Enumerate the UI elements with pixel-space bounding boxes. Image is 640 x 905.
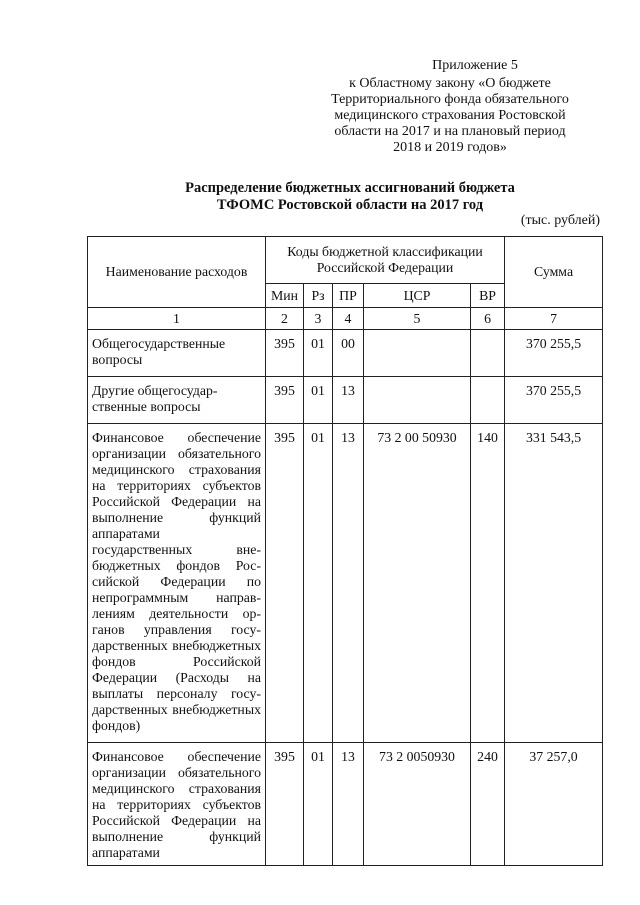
column-numbers-row (88, 308, 603, 330)
appendix-line: Территориального фонда обязательного (331, 92, 569, 107)
row-sum: 370 255,5 (505, 330, 603, 377)
row-vr (471, 330, 505, 377)
row-rz: 01 (304, 330, 333, 377)
table-row (88, 330, 603, 377)
row-csr (364, 330, 471, 377)
row-sum: 370 255,5 (505, 377, 603, 424)
row-rz: 01 (304, 743, 333, 866)
header-row (88, 237, 603, 284)
header-name: Наименование расходов (88, 237, 266, 308)
appendix-line: 2018 и 2019 годов» (393, 140, 507, 155)
row-name: Общегосударственные вопросы (88, 330, 266, 377)
row-sum: 331 543,5 (505, 424, 603, 743)
row-min: 395 (266, 743, 304, 866)
row-rz: 01 (304, 424, 333, 743)
row-name: Другие общегосударственные вопросы (88, 377, 266, 424)
header-rz: Рз (304, 284, 333, 308)
row-pr: 13 (333, 377, 364, 424)
row-vr: 240 (471, 743, 505, 866)
row-vr (471, 377, 505, 424)
header-codes-line: Российской Федерации (316, 260, 454, 275)
header-codes-line: Коды бюджетной классификации (287, 244, 483, 259)
row-name: Финансовое обеспечение организации обязательного медицинского страхования на территориях субъектов Российской Федерации на выполнение функций аппаратами (88, 743, 266, 866)
appendix-line: медицинского страхования Ростовской (334, 108, 566, 123)
row-pr: 13 (333, 743, 364, 866)
document-title (80, 180, 620, 214)
row-min: 395 (266, 330, 304, 377)
column-number: 7 (505, 308, 603, 330)
row-min: 395 (266, 377, 304, 424)
table-row (88, 424, 603, 743)
column-number: 1 (88, 308, 266, 330)
row-csr: 73 2 0050930 (364, 743, 471, 866)
units-label: (тыс. рублей) (520, 213, 600, 228)
appendix-line: области на 2017 и на плановый период (334, 124, 566, 139)
column-number: 5 (364, 308, 471, 330)
header-vr: ВР (471, 284, 505, 308)
header-min: Мин (266, 284, 304, 308)
row-pr: 00 (333, 330, 364, 377)
header-sum: Сумма (505, 237, 603, 308)
row-sum: 37 257,0 (505, 743, 603, 866)
column-number: 2 (266, 308, 304, 330)
column-number: 6 (471, 308, 505, 330)
row-name: Финансовое обеспечение организации обязательного медицинского страхования на территориях субъектов Российской Федерации на выполнение функций аппаратами государственных внебюджетных фондов Российской Федерации по непрограммным направлениям деятельности органов управления государственных внебюджетных фондов Российской Федерации (Расходы на выплаты персоналу государственных внебюджетных фондов) (88, 424, 266, 743)
header-codes-group (266, 237, 505, 284)
row-csr (364, 377, 471, 424)
appendix-title: Приложение 5 (432, 58, 518, 73)
appendix-line: к Областному закону «О бюджете (349, 76, 551, 91)
row-csr: 73 2 00 50930 (364, 424, 471, 743)
budget-table (87, 236, 603, 866)
title-line: ТФОМС Ростовской области на 2017 год (216, 197, 484, 213)
column-number: 4 (333, 308, 364, 330)
table-row (88, 743, 603, 866)
header-pr: ПР (333, 284, 364, 308)
row-rz: 01 (304, 377, 333, 424)
row-pr: 13 (333, 424, 364, 743)
appendix-header (300, 58, 600, 156)
header-csr: ЦСР (364, 284, 471, 308)
title-line: Распределение бюджетных ассигнований бюджета (185, 180, 515, 196)
table-row (88, 377, 603, 424)
row-min: 395 (266, 424, 304, 743)
row-vr: 140 (471, 424, 505, 743)
column-number: 3 (304, 308, 333, 330)
